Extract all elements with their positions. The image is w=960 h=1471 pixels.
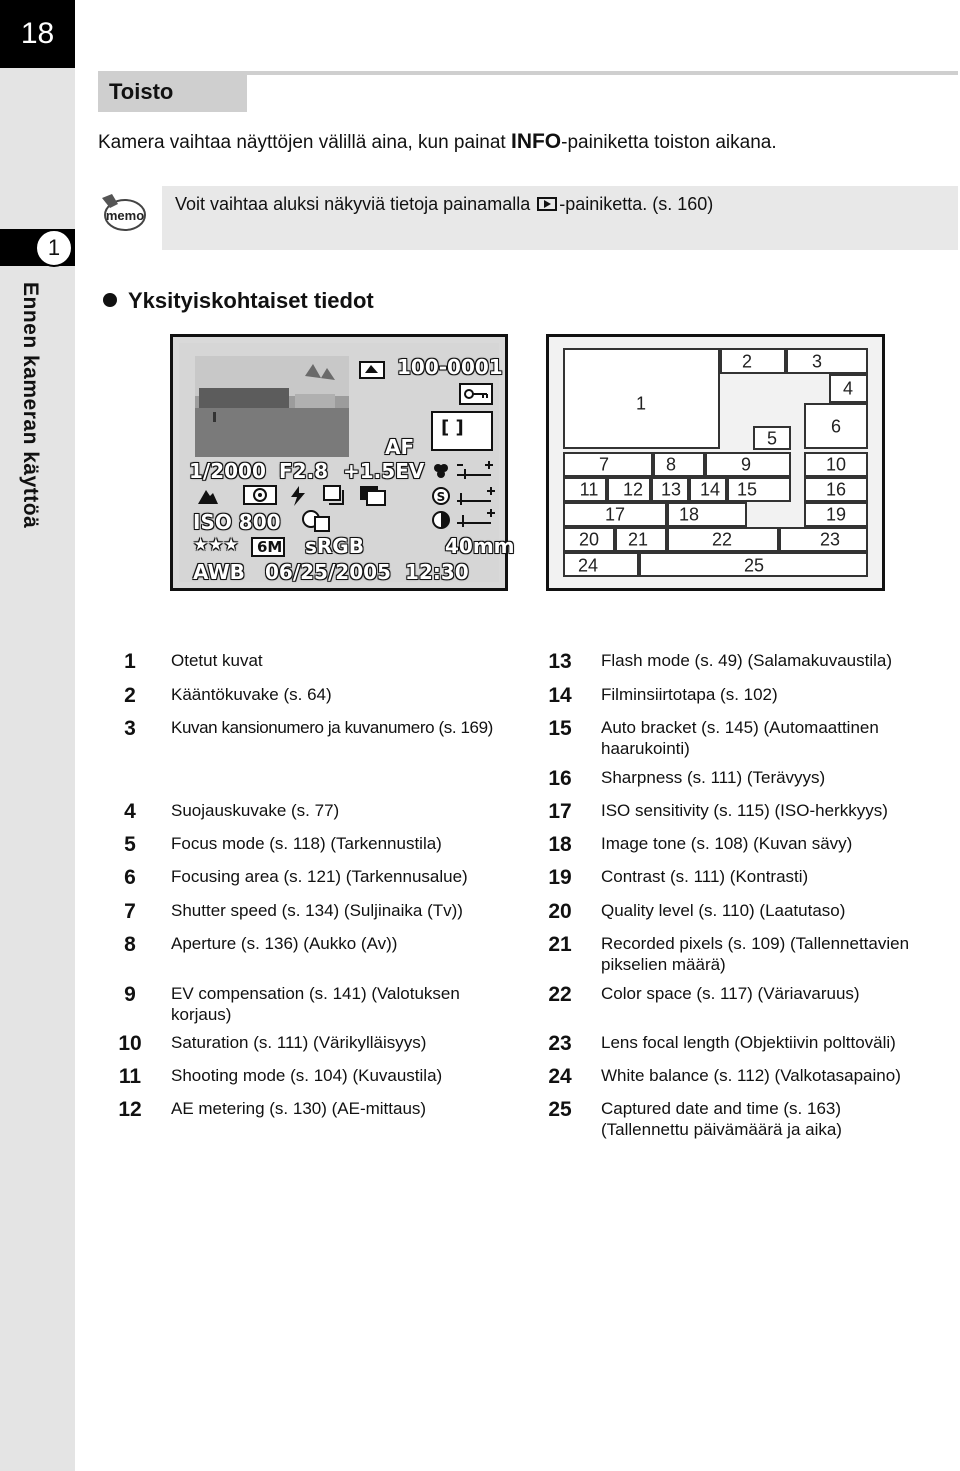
- legend-number: 25: [548, 1098, 572, 1121]
- diagram-area-24: [563, 552, 639, 577]
- lcd-focal: 40mm: [445, 534, 515, 558]
- subsection-label: Yksityiskohtaiset tiedot: [128, 288, 374, 313]
- diagram-area-3: [786, 348, 868, 374]
- diagram-label-16: 16: [825, 479, 847, 500]
- diagram-label-10: 10: [825, 454, 847, 475]
- drive-mode-icon: [323, 485, 349, 507]
- legend-number: 7: [124, 900, 136, 923]
- lcd-time: 12:30: [405, 560, 469, 584]
- section-title: Toisto: [98, 71, 247, 112]
- legend-text: Recorded pixels (s. 109) (Tallennettavien pikselien määrä): [601, 934, 910, 974]
- diagram-label-3: 3: [811, 351, 823, 372]
- legend-number: 23: [548, 1032, 572, 1055]
- legend-number: 11: [118, 1065, 142, 1088]
- legend-text: Captured date and time (s. 163) (Tallennettu päivämäärä ja aika): [601, 1099, 842, 1139]
- legend-text: EV compensation (s. 141) (Valotuksen korjaus): [171, 984, 460, 1024]
- layout-diagram: [546, 334, 885, 591]
- legend-number: 6: [124, 866, 136, 889]
- legend-number: 3: [124, 717, 136, 740]
- legend-text: ISO sensitivity (s. 115) (ISO-herkkyys): [601, 801, 888, 820]
- legend-number: 14: [548, 684, 572, 707]
- shooting-mode-icon: [197, 487, 219, 505]
- diagram-label-13: 13: [660, 479, 682, 500]
- legend-number: 1: [124, 650, 136, 673]
- diagram-label-4: 4: [842, 378, 854, 399]
- diagram-label-2: 2: [741, 351, 753, 372]
- legend-text: Shutter speed (s. 134) (Suljinaika (Tv)): [171, 901, 463, 920]
- lcd-ev: +1.5EV: [343, 459, 425, 483]
- sidebar: [0, 0, 75, 1471]
- flash-icon: [289, 485, 307, 507]
- legend-text: AE metering (s. 130) (AE-mittaus): [171, 1099, 427, 1118]
- legend-left: [110, 650, 530, 1150]
- intro-text: [98, 130, 777, 154]
- lcd-color-space: sRGB: [305, 534, 364, 558]
- legend-text: Lens focal length (Objektiivin polttoväli): [601, 1033, 896, 1052]
- legend-number: 2: [124, 684, 136, 707]
- subsection-title: [103, 288, 374, 314]
- legend-number: 20: [548, 900, 572, 923]
- lcd-date: 06/25/2005: [265, 560, 391, 584]
- sharpness-icon: [431, 485, 497, 507]
- legend-number: 22: [548, 983, 572, 1006]
- playback-button-icon: [537, 197, 557, 211]
- diagram-label-14: 14: [699, 479, 721, 500]
- svg-text:S: S: [436, 490, 446, 504]
- legend-number: 19: [548, 866, 572, 889]
- auto-bracket-icon: [359, 485, 389, 507]
- legend-text: Image tone (s. 108) (Kuvan sävy): [601, 834, 853, 853]
- legend-text: Sharpness (s. 111) (Terävyys): [601, 768, 826, 787]
- legend-text: Otetut kuvat: [171, 651, 263, 670]
- diagram-label-17: 17: [604, 504, 626, 525]
- legend-number: 10: [118, 1032, 142, 1055]
- page-number: 18: [0, 0, 75, 68]
- legend-number: 15: [548, 717, 572, 740]
- info-button-label: INFO: [510, 130, 562, 153]
- lcd-focus-mode: AF: [385, 435, 415, 459]
- legend-text: Focus mode (s. 118) (Tarkennustila): [171, 834, 442, 853]
- memo-after: -painiketta. (s. 160): [559, 194, 714, 214]
- diagram-label-15: 15: [736, 479, 758, 500]
- lcd-wb: AWB: [193, 560, 245, 584]
- legend-number: 16: [548, 767, 572, 790]
- diagram-label-6: 6: [830, 416, 842, 437]
- diagram-label-7: 7: [598, 454, 610, 475]
- legend-text: Contrast (s. 111) (Kontrasti): [601, 867, 809, 886]
- legend-text: Focusing area (s. 121) (Tarkennusalue): [171, 867, 468, 886]
- lcd-screen: [179, 343, 515, 584]
- lcd-aperture: F2.8: [279, 459, 329, 483]
- diagram-label-5: 5: [766, 428, 778, 449]
- diagram-label-24: 24: [577, 555, 599, 576]
- legend-number: 8: [124, 933, 136, 956]
- photo-thumbnail: [195, 356, 349, 457]
- legend-number: 12: [118, 1098, 142, 1121]
- diagram-label-12: 12: [622, 479, 644, 500]
- lcd-file-number: 100-0001: [397, 355, 503, 379]
- saturation-icon: [431, 461, 497, 481]
- diagram-label-25: 25: [743, 555, 765, 576]
- legend-number: 9: [124, 983, 136, 1006]
- legend-text: Kääntökuvake (s. 64): [171, 685, 332, 704]
- legend-text: Suojauskuvake (s. 77): [171, 801, 340, 820]
- legend-right: [540, 650, 950, 1150]
- legend-number: 18: [548, 833, 572, 856]
- legend-number: 21: [548, 933, 572, 956]
- diagram-area-8: [653, 452, 705, 477]
- lcd-display: [170, 334, 515, 591]
- lcd-shutter: 1/2000: [189, 459, 266, 483]
- ae-metering-icon: [243, 485, 277, 505]
- legend-text: Color space (s. 117) (Väriavaruus): [601, 984, 860, 1003]
- memo-icon: [98, 190, 148, 234]
- diagram-label-1: 1: [635, 393, 647, 414]
- memo-before: Voit vaihtaa aluksi näkyviä tietoja painamalla: [175, 194, 536, 214]
- lcd-iso: ISO 800: [193, 510, 281, 534]
- diagram-label-21: 21: [627, 529, 649, 550]
- bullet-icon: [103, 293, 117, 307]
- lcd-pixels: 6M: [257, 538, 283, 556]
- diagram-label-20: 20: [578, 529, 600, 550]
- legend-text: Saturation (s. 111) (Värikylläisyys): [171, 1033, 427, 1052]
- diagram-label-9: 9: [740, 454, 752, 475]
- legend-text: White balance (s. 112) (Valkotasapaino): [601, 1066, 901, 1085]
- contrast-icon: [431, 509, 497, 531]
- diagram-label-22: 22: [711, 529, 733, 550]
- rotate-icon: [359, 359, 385, 379]
- svg-text:memo: memo: [105, 208, 145, 223]
- legend-text: Flash mode (s. 49) (Salamakuvaustila): [601, 651, 893, 670]
- protect-key-icon: [459, 383, 493, 405]
- legend-text: Kuvan kansionumero ja kuvanumero (s. 169): [171, 718, 493, 737]
- intro-before: Kamera vaihtaa näyttöjen välillä aina, kun painat: [98, 132, 511, 153]
- lcd-quality: ★★★: [193, 535, 239, 555]
- chapter-title: Ennen kameran käyttöä: [19, 282, 42, 529]
- diagram-label-19: 19: [825, 504, 847, 525]
- legend-number: 17: [548, 800, 572, 823]
- legend-text: Aperture (s. 136) (Aukko (Av)): [171, 934, 398, 953]
- intro-after: -painiketta toiston aikana.: [561, 132, 777, 153]
- diagram-label-23: 23: [819, 529, 841, 550]
- legend-number: 24: [548, 1065, 572, 1088]
- legend-number: 4: [124, 800, 136, 823]
- legend-number: 13: [548, 650, 572, 673]
- legend-text: Shooting mode (s. 104) (Kuvaustila): [171, 1066, 443, 1085]
- header-rule: [247, 71, 958, 75]
- chapter-number: 1: [35, 229, 73, 267]
- legend-text: Filminsiirtotapa (s. 102): [601, 685, 778, 704]
- lcd-af-area: [ ]: [441, 417, 464, 438]
- memo-text: [175, 194, 713, 215]
- legend-number: 5: [124, 833, 136, 856]
- diagram-area-2: [720, 348, 786, 374]
- diagram-label-11: 11: [579, 479, 599, 500]
- diagram-label-18: 18: [678, 504, 700, 525]
- legend-text: Quality level (s. 110) (Laatutaso): [601, 901, 846, 920]
- legend-text: Auto bracket (s. 145) (Automaattinen haarukointi): [601, 718, 879, 758]
- image-tone-icon: [299, 509, 333, 533]
- diagram-label-8: 8: [665, 454, 677, 475]
